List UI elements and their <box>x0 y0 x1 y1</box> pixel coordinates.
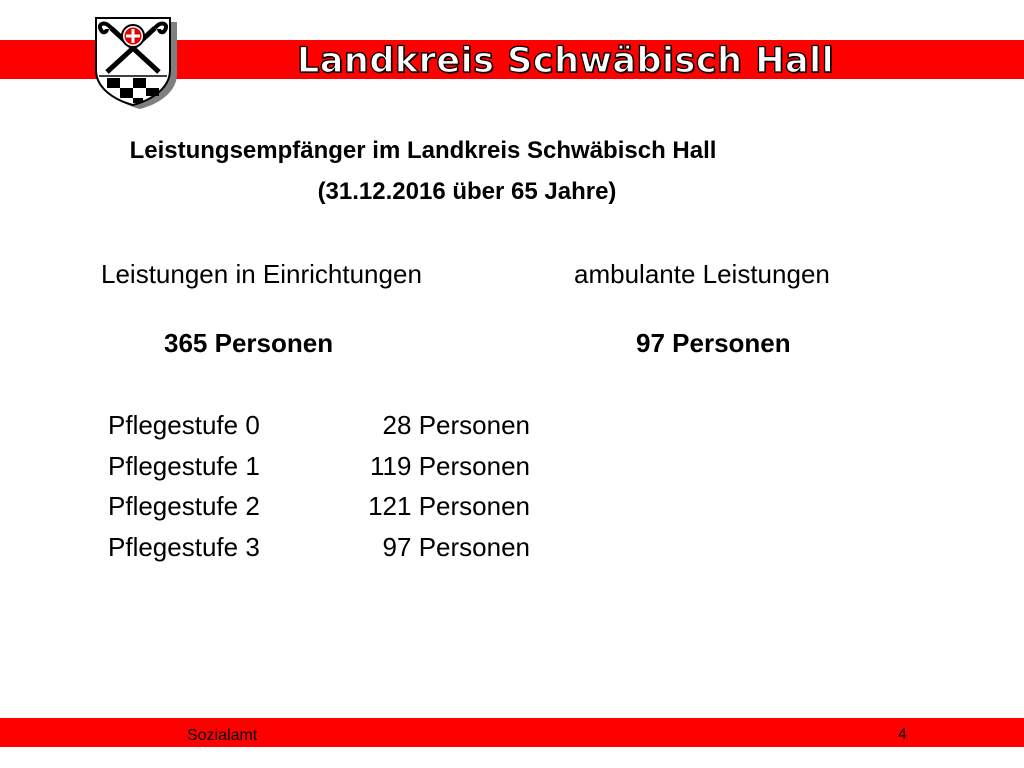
header-title: Landkreis Schwäbisch Hall <box>297 41 835 81</box>
care-level-label: Pflegestufe 2 <box>108 491 260 521</box>
total-facilities: 365 Personen <box>164 328 334 358</box>
care-level-row <box>0 451 540 485</box>
column-heading-outpatient: ambulante Leistungen <box>574 259 830 289</box>
care-level-label: Pflegestufe 0 <box>108 410 260 440</box>
total-outpatient: 97 Personen <box>636 328 791 358</box>
care-level-row <box>0 532 540 566</box>
care-level-label: Pflegestufe 3 <box>108 532 260 562</box>
care-level-row <box>0 410 540 444</box>
care-level-row <box>0 491 540 525</box>
footer-band <box>0 718 1024 747</box>
column-heading-facilities: Leistungen in Einrichtungen <box>101 259 422 289</box>
slide-subtitle: (31.12.2016 über 65 Jahre) <box>317 178 617 205</box>
page-number: 4 <box>898 726 907 743</box>
care-level-count: 28 Personen <box>382 410 530 440</box>
care-level-count: 121 Personen <box>368 491 530 521</box>
coat-of-arms-icon <box>93 16 179 110</box>
care-level-count: 119 Personen <box>370 451 530 481</box>
footer-department: Sozialamt <box>187 727 258 744</box>
care-level-count: 97 Personen <box>382 532 530 562</box>
slide-title: Leistungsempfänger im Landkreis Schwäbisch Hall <box>129 137 717 164</box>
care-level-label: Pflegestufe 1 <box>108 451 260 481</box>
